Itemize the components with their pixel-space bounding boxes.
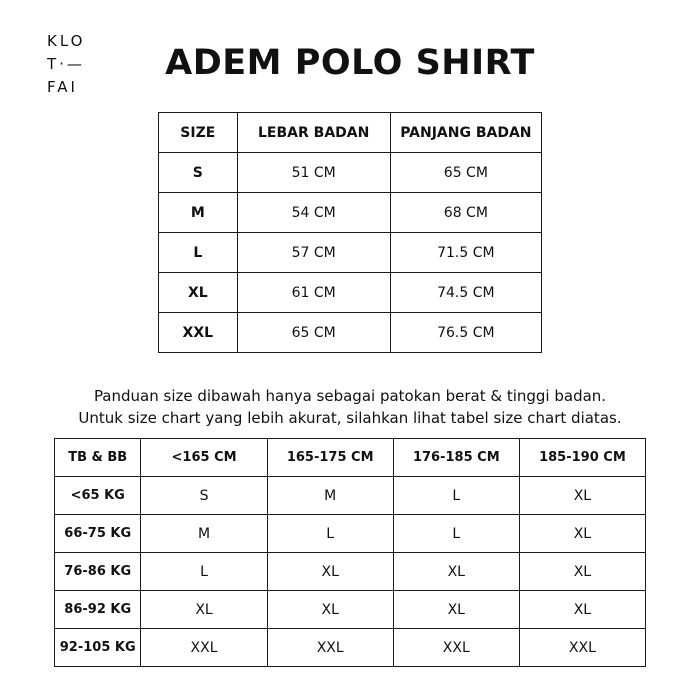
table-row [159, 273, 542, 313]
column-header: LEBAR BADAN [237, 113, 390, 153]
size-cell: M [267, 477, 393, 515]
table-row [55, 515, 646, 553]
height-weight-guide-table [54, 438, 646, 667]
size-cell: XL [393, 553, 519, 591]
size-cell: L [267, 515, 393, 553]
column-header: TB & BB [55, 439, 141, 477]
width-cell: 61 CM [237, 273, 390, 313]
table-row [159, 313, 542, 353]
brand-logo [47, 30, 95, 99]
size-cell: L [159, 233, 238, 273]
table-header-row [55, 439, 646, 477]
size-cell: XXL [393, 629, 519, 667]
size-cell: XXL [519, 629, 645, 667]
width-cell: 65 CM [237, 313, 390, 353]
size-cell: S [141, 477, 267, 515]
weight-cell: 92-105 KG [55, 629, 141, 667]
size-cell: XL [141, 591, 267, 629]
table-header-row [159, 113, 542, 153]
size-cell: XL [267, 591, 393, 629]
width-cell: 51 CM [237, 153, 390, 193]
size-cell: XL [519, 515, 645, 553]
size-cell: XXL [159, 313, 238, 353]
width-cell: 54 CM [237, 193, 390, 233]
column-header: 185-190 CM [519, 439, 645, 477]
size-cell: L [393, 515, 519, 553]
weight-cell: 66-75 KG [55, 515, 141, 553]
length-cell: 74.5 CM [390, 273, 541, 313]
size-guide-note [40, 385, 660, 429]
logo-line-2: T·— [47, 55, 85, 73]
table-row [55, 477, 646, 515]
column-header: 165-175 CM [267, 439, 393, 477]
length-cell: 71.5 CM [390, 233, 541, 273]
size-cell: XL [159, 273, 238, 313]
note-line-1: Panduan size dibawah hanya sebagai patokan berat & tinggi badan. [93, 387, 607, 405]
table-row [159, 233, 542, 273]
table-row [159, 153, 542, 193]
length-cell: 65 CM [390, 153, 541, 193]
size-cell: XL [519, 553, 645, 591]
page-title: ADEM POLO SHIRT [165, 43, 535, 83]
size-chart-table [158, 112, 542, 353]
table-row [159, 193, 542, 233]
size-cell: XL [519, 591, 645, 629]
logo-line-1: KLO [47, 32, 86, 50]
column-header: SIZE [159, 113, 238, 153]
size-cell: S [159, 153, 238, 193]
column-header: <165 CM [141, 439, 267, 477]
table-row [55, 553, 646, 591]
note-line-2: Untuk size chart yang lebih akurat, silahkan lihat tabel size chart diatas. [78, 409, 622, 427]
column-header: 176-185 CM [393, 439, 519, 477]
size-cell: L [393, 477, 519, 515]
size-cell: XL [267, 553, 393, 591]
size-cell: XXL [141, 629, 267, 667]
size-cell: XXL [267, 629, 393, 667]
size-cell: M [159, 193, 238, 233]
size-cell: M [141, 515, 267, 553]
size-cell: XL [393, 591, 519, 629]
width-cell: 57 CM [237, 233, 390, 273]
table-row [55, 629, 646, 667]
size-cell: XL [519, 477, 645, 515]
weight-cell: 86-92 KG [55, 591, 141, 629]
column-header: PANJANG BADAN [390, 113, 541, 153]
logo-line-3: FAI [47, 78, 78, 96]
length-cell: 68 CM [390, 193, 541, 233]
size-cell: L [141, 553, 267, 591]
table-row [55, 591, 646, 629]
weight-cell: <65 KG [55, 477, 141, 515]
weight-cell: 76-86 KG [55, 553, 141, 591]
length-cell: 76.5 CM [390, 313, 541, 353]
